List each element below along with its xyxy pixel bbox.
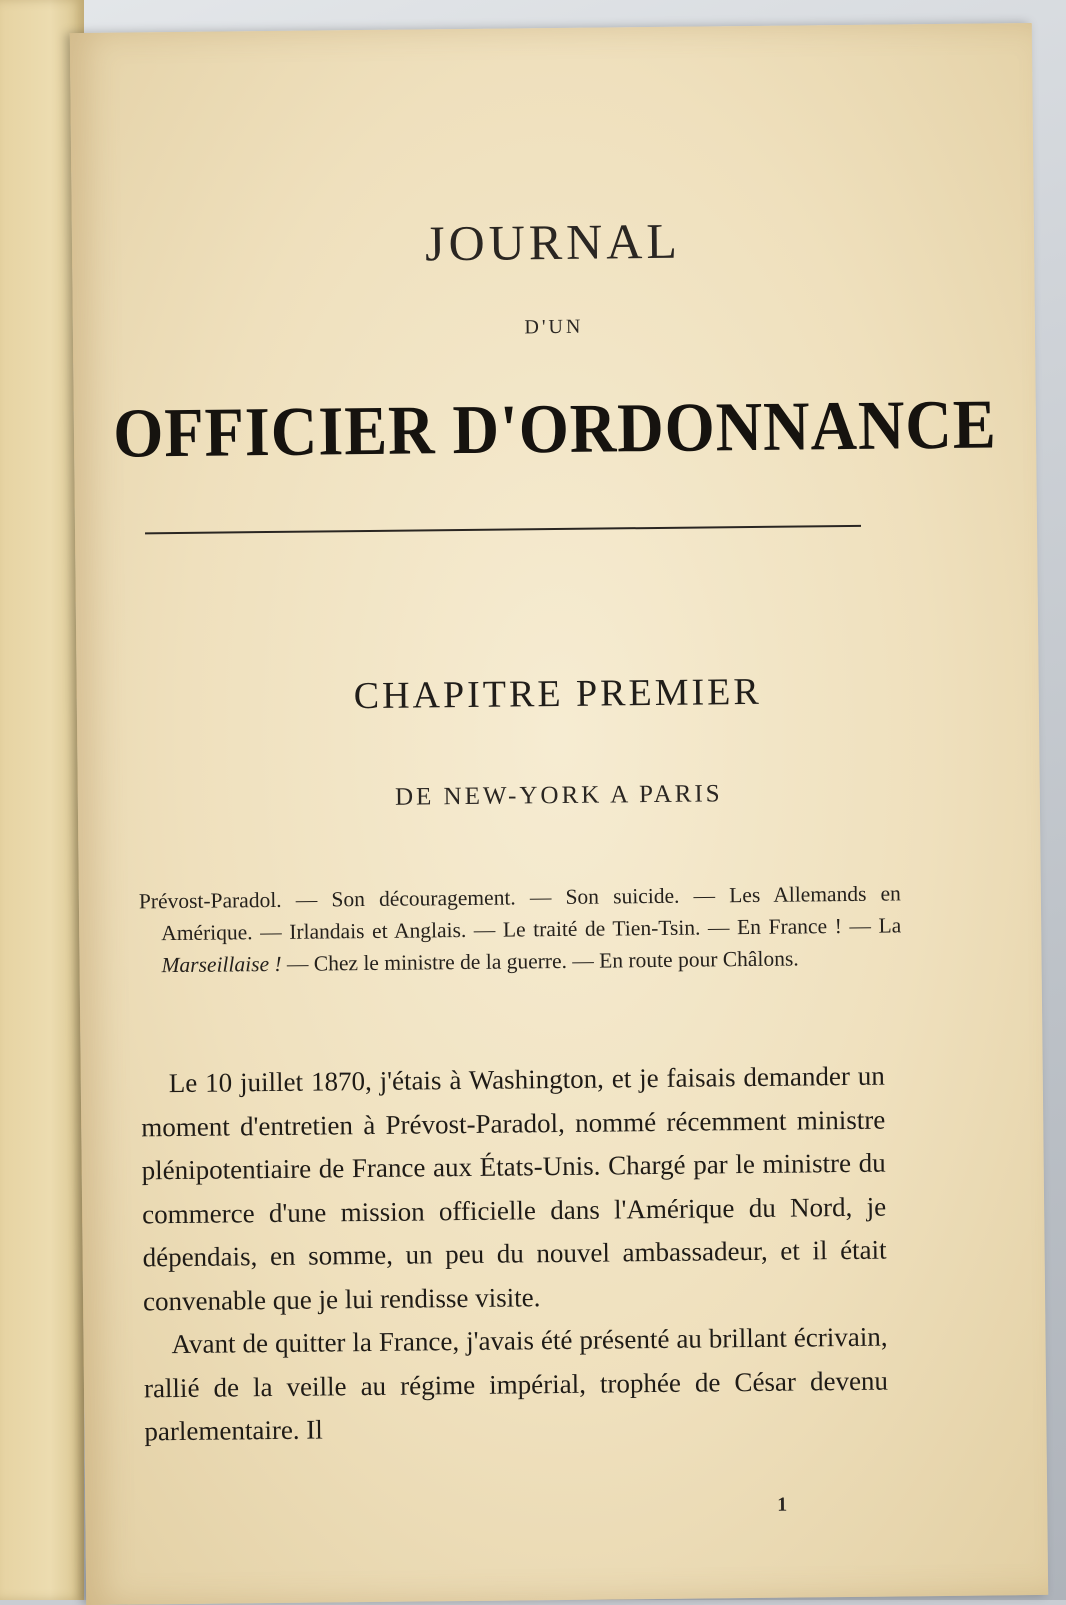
paragraph-1: Le 10 juillet 1870, j'étais à Washington, et je faisais demander un moment d'entretien à Prévost-Paradol, nommé récemment ministre plénipotentiaire de France aux États-Unis. Chargé par le ministre du commerce d'une mission officielle dans l'Amérique du Nord, je dépendais, en somme, un peu du nouvel ambassadeur, et il était convenable que je lui rendisse visite. — [141, 1060, 887, 1316]
chapter-heading: CHAPITRE PREMIER — [353, 670, 762, 718]
body-text — [141, 1055, 889, 1454]
title-dun: D'UN — [524, 315, 584, 339]
page-number: 1 — [777, 1493, 788, 1516]
title-journal: JOURNAL — [424, 212, 682, 272]
title-rule — [145, 525, 861, 534]
summary-italic: Marseillaise ! — [161, 951, 282, 978]
paragraph-2: Avant de quitter la France, j'avais été présenté au brillant écrivain, rallié de la veille au régime impérial, trophée de César devenu parlementaire. Il — [143, 1321, 889, 1447]
book-page — [70, 23, 1048, 1605]
chapter-subtitle: DE NEW-YORK A PARIS — [394, 780, 723, 811]
summary-text-start: Prévost-Paradol. — Son découragement. — Son suicide. — Les Allemands en Amérique. — Irlandais et Anglais. — Le traité de Tien-Tsin. — En France ! — La — [138, 881, 902, 946]
summary-text-end: — Chez le ministre de la guerre. — En route pour Châlons. — [281, 946, 799, 976]
title-officier: OFFICIER D'ORDONNANCE — [112, 386, 998, 473]
chapter-summary — [139, 877, 902, 981]
